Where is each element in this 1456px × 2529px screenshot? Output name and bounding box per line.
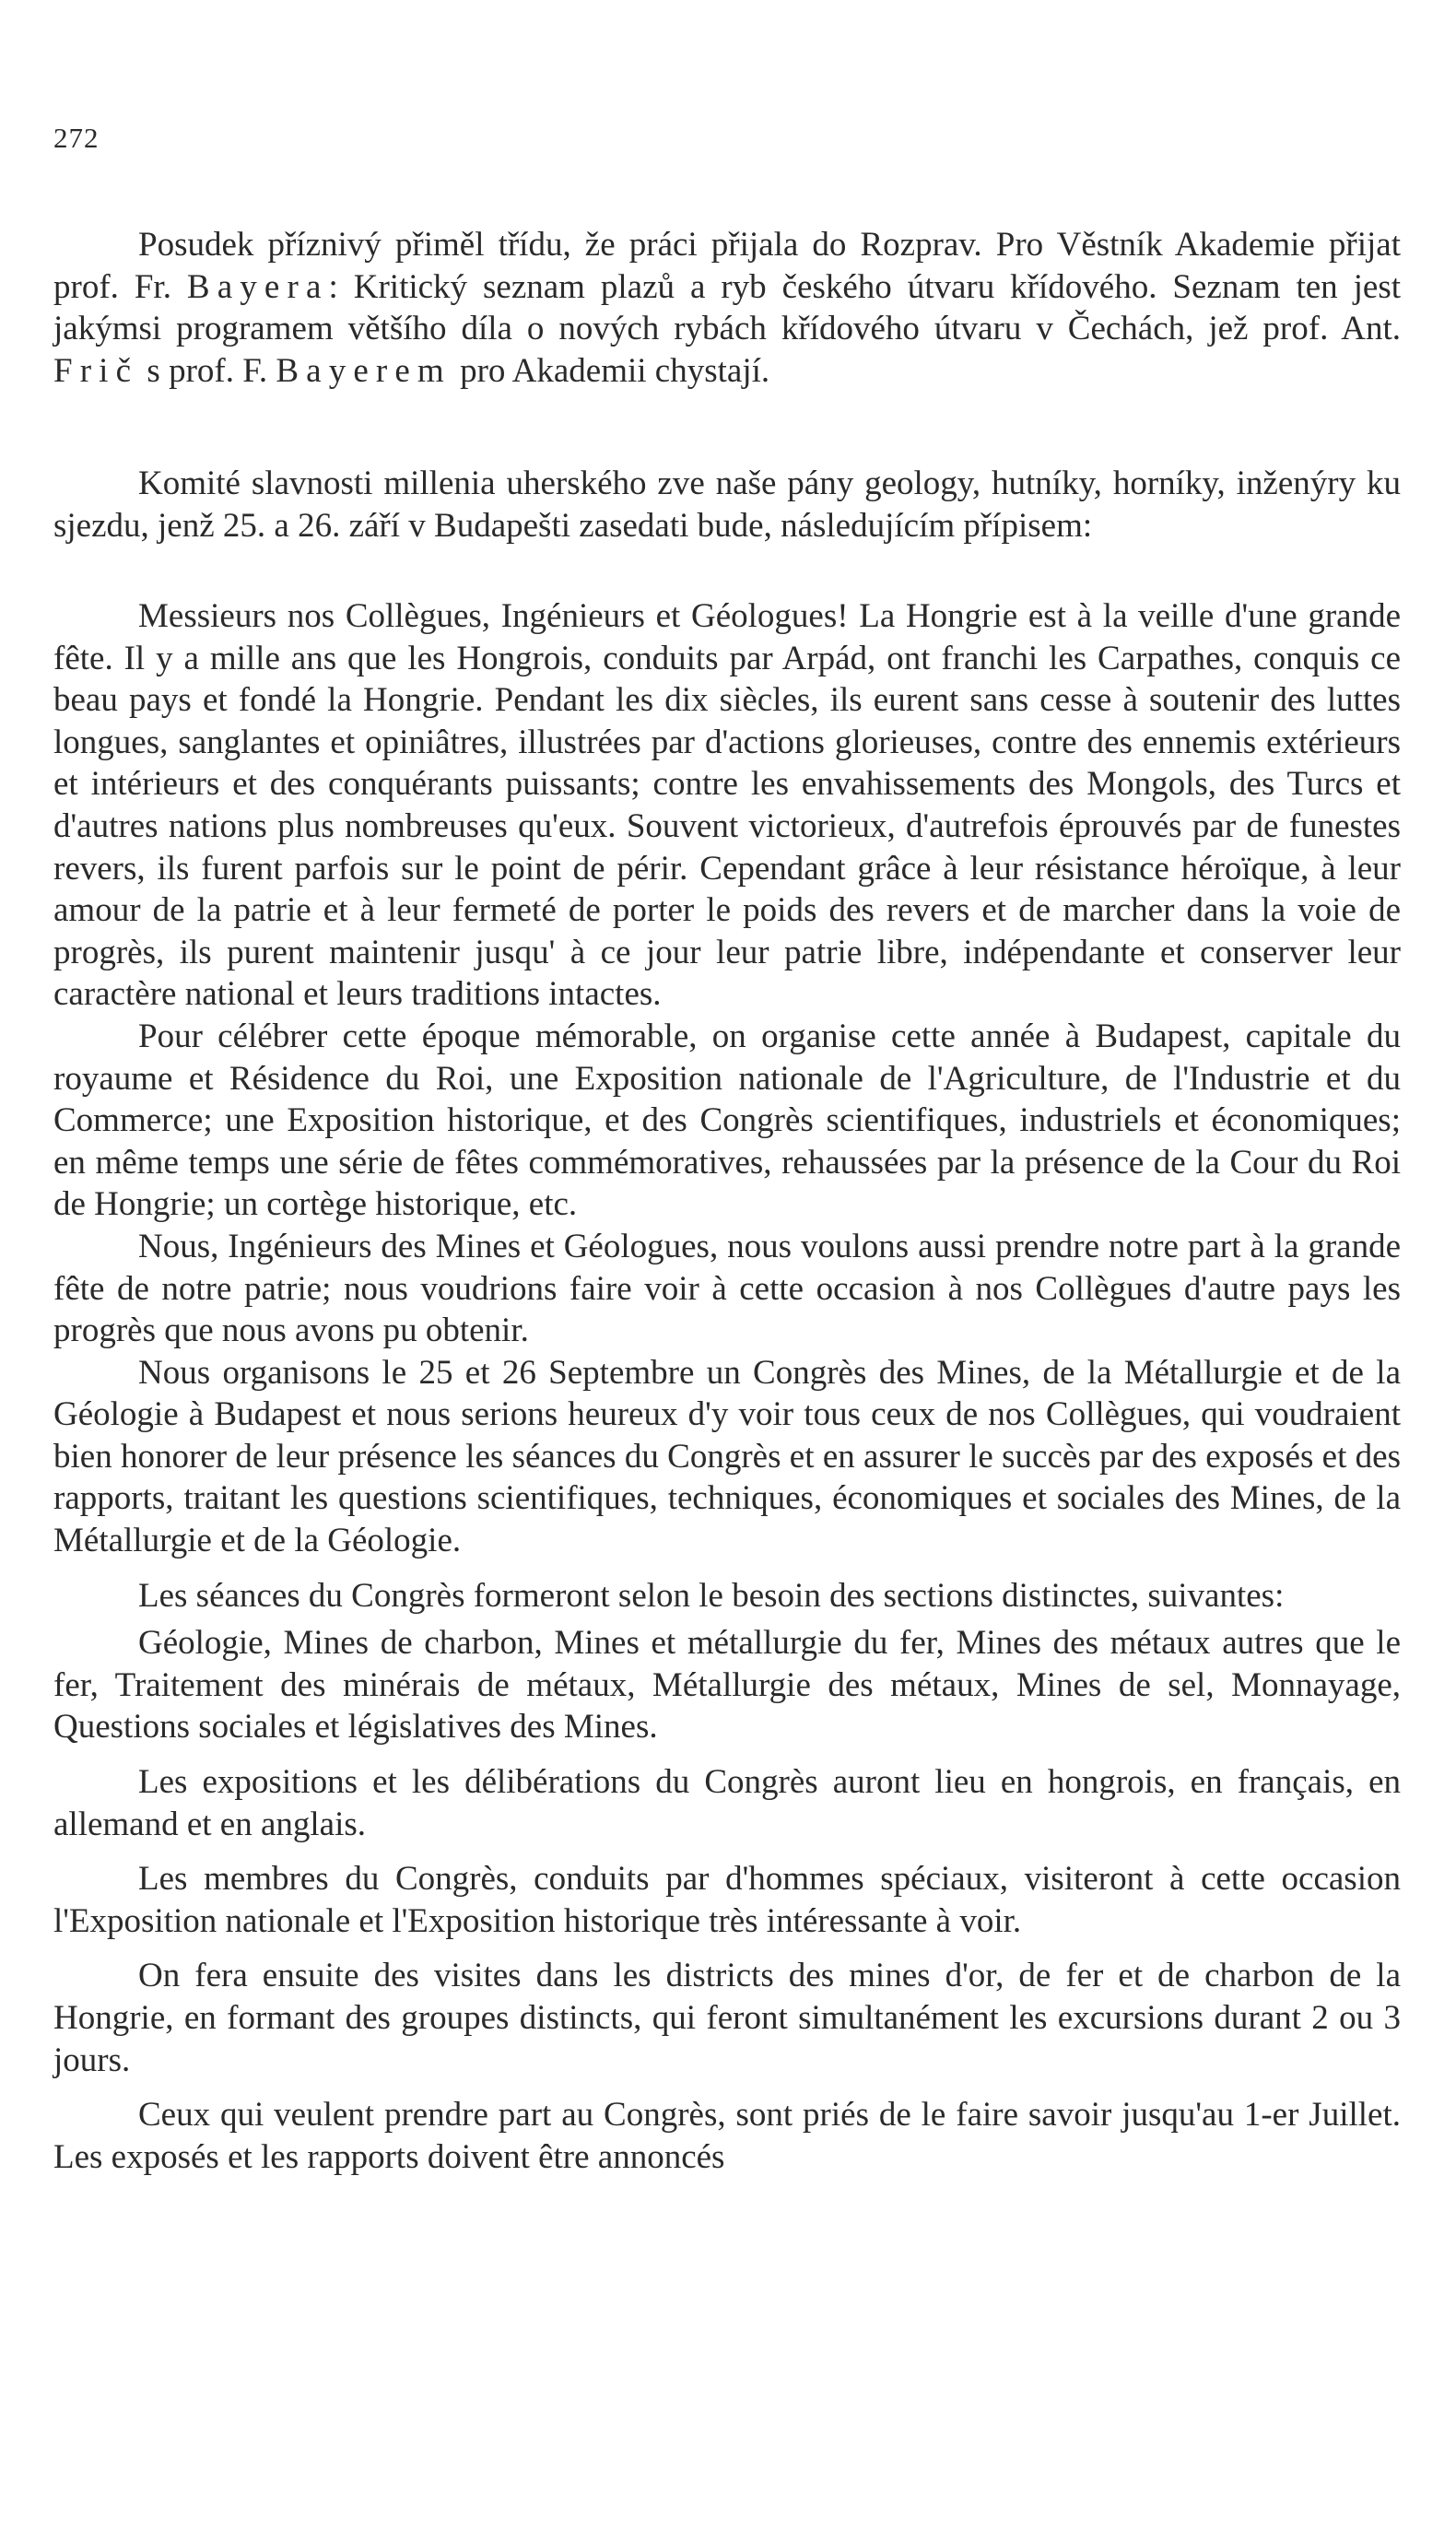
paragraph: Messieurs nos Collègues, Ingénieurs et Géologues! La Hongrie est à la veille d'une grande fête. Il y a mille ans que les Hongrois, conduits par Arpád, ont franchi les Carpathes, conquis ce beau pays et fondé la Hongrie. Pendant les dix siècles, ils eurent sans cesse à soutenir des luttes longues, sanglantes et opiniâtres, illustrées par d'actions glorieuses, contre des ennemis extérieurs et intérieurs et des conquérants puissants; contre les envahissements des Mongols, des Turcs et d'autres nations plus nombreuses qu'eux. Souvent victorieux, d'autrefois éprouvés par de funestes revers, ils furent parfois sur le point de périr. Cependant grâce à leur résistance héroïque, à leur amour de la patrie et à leur fermeté de porter le poids des revers et de marcher dans la voie de progrès, ils purent maintenir jusqu' à ce jour leur patrie libre, indépendante et conserver leur caractère national et leurs traditions intactes.: [53, 597, 1401, 1014]
page-number: 272: [53, 122, 100, 154]
paragraph: Les membres du Congrès, conduits par d'hommes spéciaux, visiteront à cette occasion l'Exposition nationale et l'Exposition historique très intéressante à voir.: [53, 1860, 1401, 1940]
spaced-name: Frič: [53, 351, 139, 390]
paragraph: Les séances du Congrès formeront selon le besoin des sections distinctes, suivantes:: [138, 1576, 1285, 1615]
paragraph-bayer-note: [53, 224, 1401, 392]
paragraph: Ceux qui veulent prendre part au Congrès, sont priés de le faire savoir jusqu'au 1-er Juillet. Les exposés et les rapports doivent être annoncés: [53, 2096, 1401, 2176]
paragraph: Nous, Ingénieurs des Mines et Géologues, nous voulons aussi prendre notre part à la grande fête de notre patrie; nous voudrions faire voir à cette occasion à nos Collègues d'autre pays les progrès que nous avons pu obtenir.: [53, 1227, 1401, 1350]
french-letter: [53, 595, 1401, 2178]
paragraph: Les expositions et les délibérations du Congrès auront lieu en hongrois, en français, en allemand et en anglais.: [53, 1763, 1401, 1843]
paragraph: Posudek příznivý přiměl třídu, že práci přijala do Rozprav. Pro Věstník Akademie přijat prof. Fr. Bayera: Kritický seznam plazů a ryb českého útvaru křídového. Seznam ten jest jakýmsi programem většího díla o nových rybách křídového útvaru v Čechách, jež prof. Ant. Frič s prof. F. Bayerem pro Akademii chystají.: [53, 226, 1402, 390]
paragraph: Komité slavnosti millenia uherského zve naše pány geology, hutníky, horníky, inženýry ku sjezdu, jenž 25. a 26. září v Budapešti zasedati bude, následujícím přípisem:: [53, 465, 1401, 545]
spaced-name: Bayera: [186, 267, 329, 306]
spaced-name: Bayerem: [276, 351, 452, 390]
paragraph: On fera ensuite des visites dans les districts des mines d'or, de fer et de charbon de la Hongrie, en formant des groupes distincts, qui feront simultanément les excursions durant 2 ou 3 jours.: [53, 1957, 1401, 2079]
paragraph-committee-invitation: [53, 463, 1401, 547]
paragraph: Pour célébrer cette époque mémorable, on organise cette année à Budapest, capitale du royaume et Résidence du Roi, une Exposition nationale de l'Agriculture, de l'Industrie et du Commerce; une Exposition historique, et des Congrès scientifiques, industriels et économiques; en même temps une série de fêtes commémoratives, rehaussées par la présence de la Cour du Roi de Hongrie; un cortège historique, etc.: [53, 1017, 1401, 1224]
paragraph: Nous organisons le 25 et 26 Septembre un Congrès des Mines, de la Métallurgie et de la Géologie à Budapest et nous serions heureux d'y voir tous ceux de nos Collègues, qui voudraient bien honorer de leur présence les séances du Congrès et en assurer le succès par des exposés et des rapports, traitant les questions scientifiques, techniques, économiques et sociales des Mines, de la Métallurgie et de la Géologie.: [53, 1353, 1401, 1560]
paragraph: Géologie, Mines de charbon, Mines et métallurgie du fer, Mines des métaux autres que le fer, Traitement des minérais de métaux, Métallurgie des métaux, Mines de sel, Monnayage, Questions sociales et législatives des Mines.: [53, 1624, 1401, 1747]
